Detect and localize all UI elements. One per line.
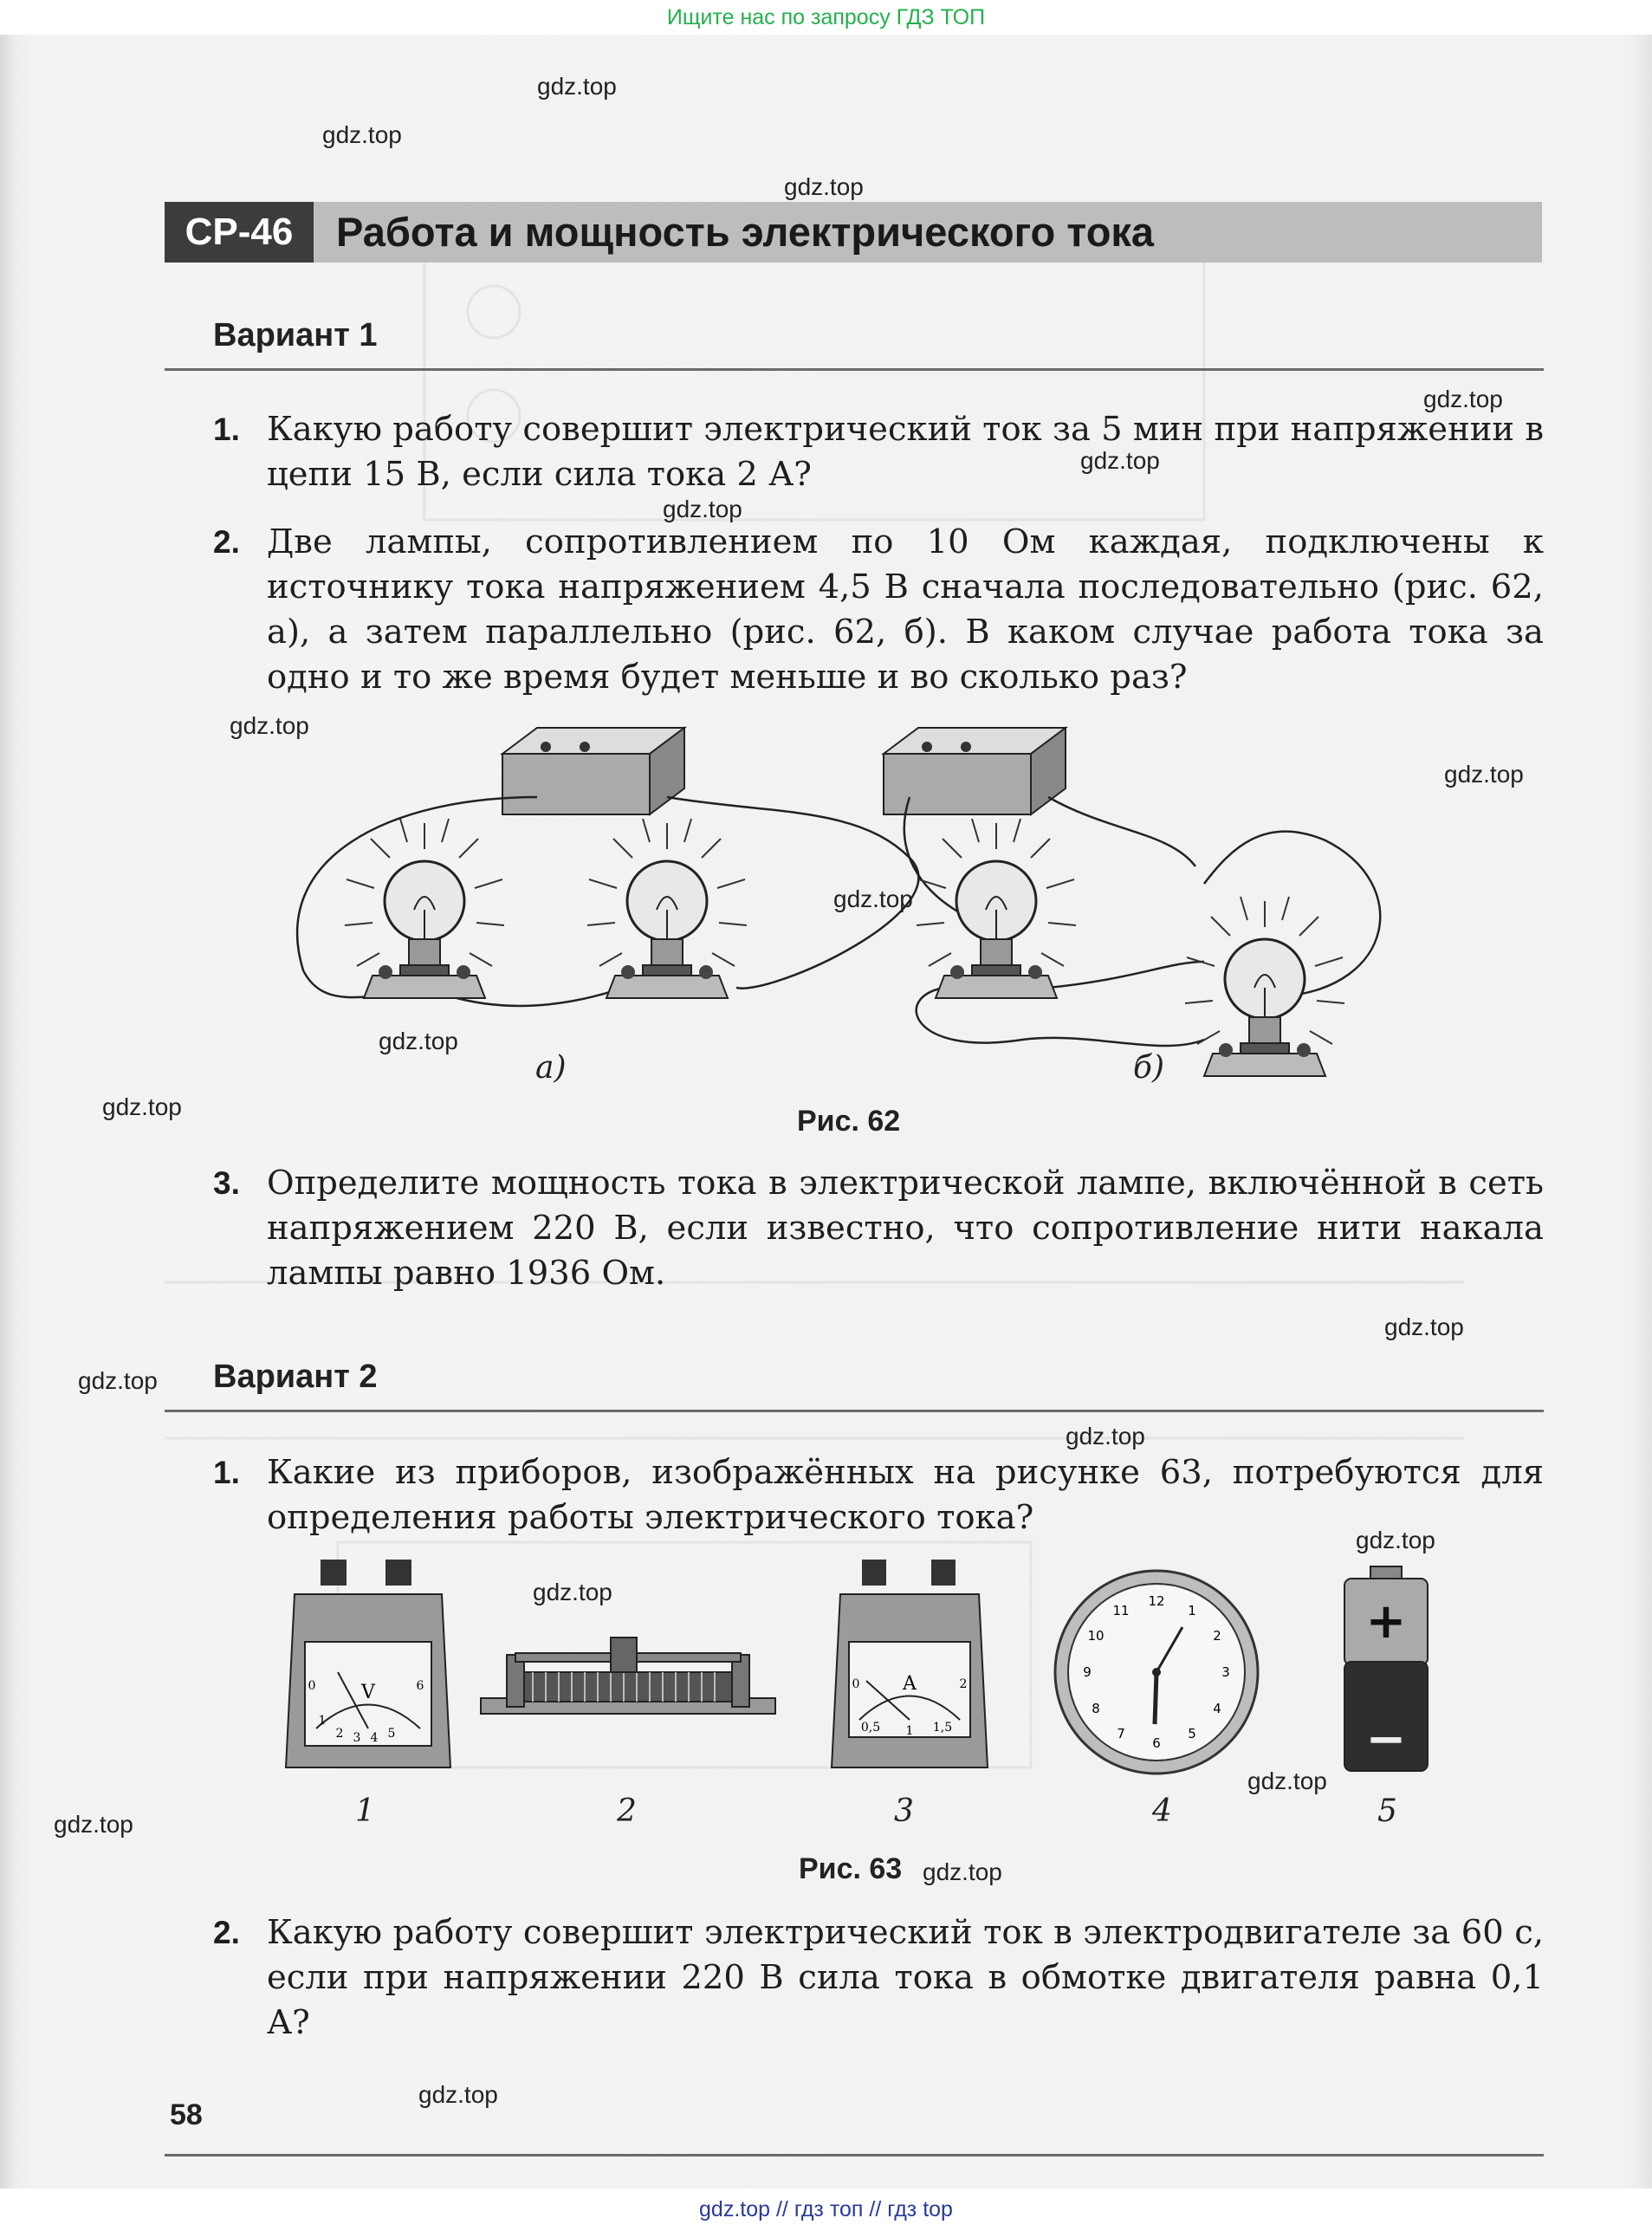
watermark: gdz.top bbox=[1444, 761, 1524, 788]
clock-numeral: 11 bbox=[1112, 1603, 1130, 1618]
watermark: gdz.top bbox=[833, 885, 913, 912]
ammeter-tick: 1 bbox=[905, 1724, 914, 1738]
watermark: gdz.top bbox=[379, 1028, 458, 1054]
ammeter-tick: 1,5 bbox=[932, 1721, 953, 1735]
voltmeter-unit: V bbox=[361, 1682, 375, 1703]
battery-minus: − bbox=[1365, 1711, 1407, 1767]
v1-task-2 bbox=[213, 520, 1544, 704]
watermark: gdz.top bbox=[1066, 1423, 1145, 1450]
watermark: gdz.top bbox=[54, 1811, 133, 1838]
v2-task-2 bbox=[213, 1910, 1544, 2049]
v1-task-3 bbox=[213, 1161, 1544, 1300]
circuit-a bbox=[297, 728, 918, 1006]
variant-1-rule bbox=[165, 368, 1544, 371]
voltmeter-tick: 2 bbox=[335, 1727, 344, 1741]
top-banner[interactable]: Ищите нас по запросу ГДЗ ТОП bbox=[0, 0, 1652, 35]
v1-task-1 bbox=[213, 407, 1544, 499]
watermark: gdz.top bbox=[1080, 447, 1160, 474]
voltmeter-tick: 5 bbox=[387, 1727, 396, 1741]
task-text: Какую работу совершит электрический ток в электродвигателе за 60 с, если при напряжении 220 В сила тока в обмотке двигателя равна 0,1 А? bbox=[267, 1913, 1544, 2042]
clock-numeral: 7 bbox=[1117, 1726, 1125, 1741]
battery-figure bbox=[1343, 1566, 1429, 1774]
clock-numeral: 1 bbox=[1188, 1603, 1196, 1618]
watermark: gdz.top bbox=[78, 1367, 158, 1394]
battery-plus: + bbox=[1365, 1593, 1407, 1650]
watermark: gdz.top bbox=[1247, 1767, 1327, 1794]
watermark: gdz.top bbox=[322, 121, 402, 148]
figure-63-item-4: 4 bbox=[1152, 1793, 1172, 1829]
circuit-b bbox=[884, 728, 1380, 1076]
rheostat-figure bbox=[481, 1638, 775, 1733]
figure-62-label-b: б) bbox=[1133, 1050, 1165, 1086]
figure-63-caption: Рис. 63 bbox=[799, 1852, 903, 1885]
watermark: gdz.top bbox=[1356, 1527, 1435, 1553]
figure-62-caption: Рис. 62 bbox=[797, 1105, 901, 1138]
variant-2-rule bbox=[165, 1410, 1544, 1412]
voltmeter-tick: 1 bbox=[318, 1714, 327, 1728]
task-text: Две лампы, сопротивлением по 10 Ом каждая, подключены к источнику тока напряжением 4,5 В сначала последовательно (рис. 62, а), а затем параллельно (рис. 62, б). В каком случае работа тока за одно и то же время будет меньше и во сколько раз? bbox=[267, 522, 1544, 697]
ammeter-tick: 2 bbox=[959, 1677, 968, 1691]
watermark: gdz.top bbox=[784, 173, 864, 200]
voltmeter-figure bbox=[286, 1560, 450, 1776]
ammeter-tick: 0,5 bbox=[860, 1721, 881, 1735]
footer-rule bbox=[165, 2154, 1544, 2156]
clock-numeral: 5 bbox=[1188, 1726, 1196, 1741]
task-text: Какие из приборов, изображённых на рисунке 63, потребуются для определения работы электрического тока? bbox=[267, 1453, 1544, 1537]
voltmeter-tick: 3 bbox=[353, 1731, 361, 1745]
clock-numeral: 6 bbox=[1152, 1735, 1161, 1751]
bottom-banner[interactable]: gdz.top // гдз топ // гдз top bbox=[0, 2189, 1652, 2231]
watermark: gdz.top bbox=[102, 1093, 182, 1120]
watermark: gdz.top bbox=[663, 496, 742, 522]
variant-2-heading: Вариант 2 bbox=[213, 1359, 378, 1395]
variant-1-heading: Вариант 1 bbox=[213, 317, 378, 353]
ammeter-unit: A bbox=[903, 1673, 917, 1695]
figure-63-item-5: 5 bbox=[1377, 1793, 1397, 1829]
clock-numeral: 3 bbox=[1221, 1664, 1230, 1680]
task-number: 2. bbox=[213, 524, 240, 560]
task-number: 2. bbox=[213, 1915, 240, 1950]
task-number: 1. bbox=[213, 1455, 240, 1490]
task-text: Какую работу совершит электрический ток за 5 мин при напряжении в цепи 15 В, если сила тока 2 А? bbox=[267, 410, 1544, 494]
clock-numeral: 2 bbox=[1213, 1628, 1221, 1644]
task-text: Определите мощность тока в электрической лампе, включённой в сеть напряжением 220 В, если известно, что сопротивление нити накала лампы равно 1936 Ом. bbox=[267, 1164, 1544, 1293]
watermark: gdz.top bbox=[1423, 386, 1503, 412]
figure-62-label-a: а) bbox=[535, 1050, 567, 1086]
clock-numeral: 10 bbox=[1087, 1628, 1105, 1644]
watermark: gdz.top bbox=[418, 2081, 498, 2108]
watermark: gdz.top bbox=[1384, 1313, 1464, 1340]
watermark: gdz.top bbox=[923, 1858, 1002, 1885]
voltmeter-tick: 4 bbox=[370, 1731, 379, 1745]
clock-numeral: 4 bbox=[1213, 1701, 1221, 1716]
voltmeter-tick: 6 bbox=[416, 1679, 424, 1693]
v2-task-1 bbox=[213, 1450, 1544, 1542]
ammeter-figure bbox=[832, 1560, 988, 1776]
watermark: gdz.top bbox=[230, 712, 309, 739]
clock-numeral: 9 bbox=[1083, 1664, 1092, 1680]
clock-figure bbox=[1053, 1568, 1260, 1776]
watermark: gdz.top bbox=[537, 73, 617, 100]
clock-numeral: 8 bbox=[1092, 1701, 1100, 1716]
figure-63-item-1: 1 bbox=[355, 1793, 375, 1829]
figure-63-item-3: 3 bbox=[894, 1793, 914, 1829]
page-number: 58 bbox=[170, 2098, 203, 2131]
task-number: 1. bbox=[213, 412, 240, 447]
voltmeter-tick: 0 bbox=[308, 1679, 316, 1693]
watermark: gdz.top bbox=[533, 1579, 612, 1605]
figure-63-item-2: 2 bbox=[617, 1793, 637, 1829]
task-number: 3. bbox=[213, 1165, 240, 1201]
section-title: Работа и мощность электрического тока bbox=[336, 209, 1155, 255]
clock-numeral: 12 bbox=[1148, 1593, 1165, 1609]
section-tag: СР-46 bbox=[165, 202, 314, 263]
ammeter-tick: 0 bbox=[852, 1677, 860, 1691]
